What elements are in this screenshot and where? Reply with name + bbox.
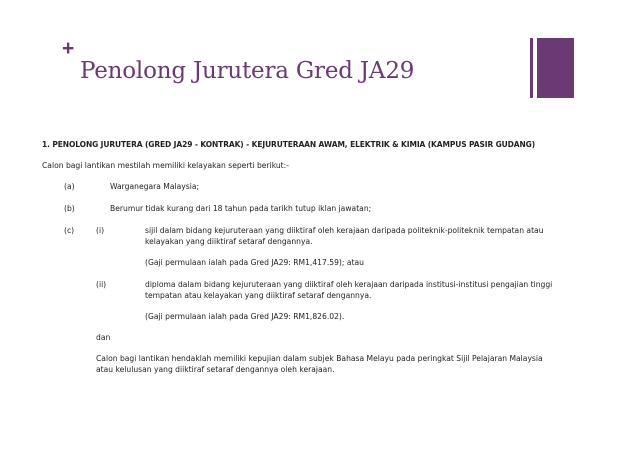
and-text: dan — [96, 333, 111, 342]
item-b-label: (b) — [64, 204, 75, 213]
item-c-ii-salary: (Gaji permulaan ialah pada Gred JA29: RM1,826.02). — [145, 312, 345, 321]
item-c-label: (c) — [64, 226, 75, 235]
item-c-i-line2: kelayakan yang diiktiraf setaraf dengannya. — [145, 237, 313, 246]
item-c-ii-line1: diploma dalam bidang kejuruteraan yang diiktiraf oleh kerajaan daripada institusi-institusi pengajian tinggi — [145, 280, 553, 289]
item-c-i-line1: sijil dalam bidang kejuruteraan yang diiktiraf oleh kerajaan daripada politeknik-politeknik tempatan atau — [145, 226, 544, 235]
intro-text: Calon bagi lantikan mestilah memiliki kelayakan seperti berikut:- — [42, 161, 289, 170]
item-c-ii-line2: tempatan atau kelayakan yang diiktiraf setaraf dengannya. — [145, 291, 372, 300]
item-c-ii-label: (ii) — [96, 280, 107, 289]
item-a-label: (a) — [64, 182, 75, 191]
document-heading: 1. PENOLONG JURUTERA (GRED JA29 - KONTRAK) - KEJURUTERAAN AWAM, ELEKTRIK & KIMIA (KAMPUS PASIR GUDANG) — [42, 140, 536, 149]
item-c-i-label: (i) — [96, 226, 105, 235]
item-a-text: Warganegara Malaysia; — [110, 182, 200, 191]
closing-line1: Calon bagi lantikan hendaklah memiliki kepujian dalam subjek Bahasa Melayu pada peringkat Sijil Pelajaran Malaysia — [96, 354, 543, 363]
item-b-text: Berumur tidak kurang dari 18 tahun pada tarikh tutup iklan jawatan; — [110, 204, 372, 213]
slide-title: Penolong Jurutera Gred JA29 — [80, 58, 415, 84]
item-c-i-salary: (Gaji permulaan ialah pada Gred JA29: RM1,417.59); atau — [145, 258, 364, 267]
plus-icon: + — [62, 37, 75, 60]
closing-line2: atau kelulusan yang diiktiraf setaraf dengannya oleh kerajaan. — [96, 365, 335, 374]
